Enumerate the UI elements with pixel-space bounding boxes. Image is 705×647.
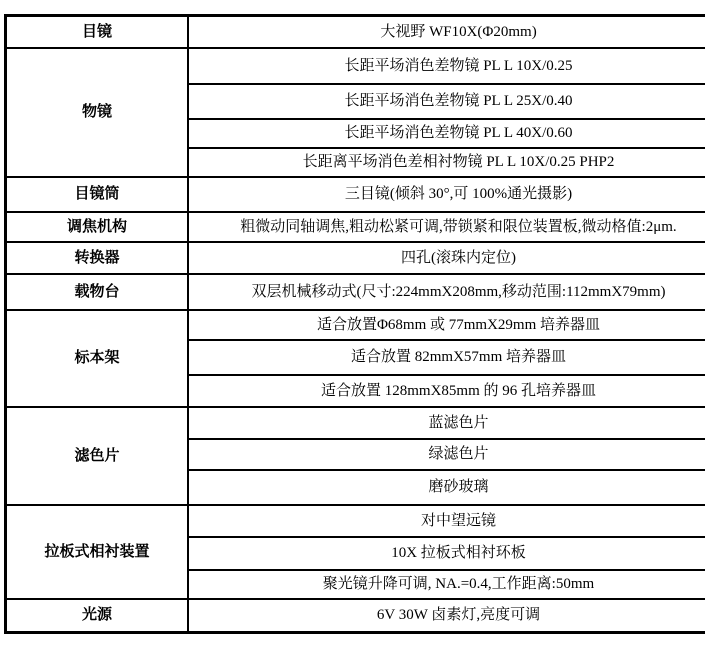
table-row (6, 16, 705, 48)
spec-value: 适合放置Φ68mm 或 77mmX29mm 培养器皿 (188, 310, 705, 340)
spec-label-objective: 物镜 (6, 48, 189, 177)
spec-label-focusing: 调焦机构 (6, 212, 189, 242)
table-row (6, 48, 705, 84)
spec-table (4, 14, 705, 634)
microscope-spec-table-container (4, 14, 699, 634)
spec-value: 对中望远镜 (188, 505, 705, 537)
table-row (6, 599, 705, 633)
spec-value: 长距平场消色差物镜 PL L 40X/0.60 (188, 119, 705, 148)
spec-label-phase-contrast: 拉板式相衬装置 (6, 505, 189, 599)
spec-value: 磨砂玻璃 (188, 470, 705, 505)
spec-value: 粗微动同轴调焦,粗动松紧可调,带锁紧和限位装置板,微动格值:2μm. (188, 212, 705, 242)
spec-value: 大视野 WF10X(Φ20mm) (188, 16, 705, 48)
spec-value: 长距平场消色差物镜 PL L 10X/0.25 (188, 48, 705, 84)
spec-label-stage: 载物台 (6, 274, 189, 310)
spec-value: 绿滤色片 (188, 439, 705, 470)
spec-value: 适合放置 82mmX57mm 培养器皿 (188, 340, 705, 375)
spec-label-specimen-holder: 标本架 (6, 310, 189, 407)
spec-value: 长距平场消色差物镜 PL L 25X/0.40 (188, 84, 705, 119)
spec-label-filters: 滤色片 (6, 407, 189, 505)
spec-value: 蓝滤色片 (188, 407, 705, 439)
spec-value: 长距离平场消色差相衬物镜 PL L 10X/0.25 PHP2 (188, 148, 705, 177)
spec-value: 聚光镜升降可调, NA.=0.4,工作距离:50mm (188, 570, 705, 599)
spec-value: 6V 30W 卤素灯,亮度可调 (188, 599, 705, 633)
spec-label-eyepiece: 目镜 (6, 16, 189, 48)
spec-label-light-source: 光源 (6, 599, 189, 633)
spec-label-eyepiece-tube: 目镜筒 (6, 177, 189, 212)
spec-value: 四孔(滚珠内定位) (188, 242, 705, 274)
spec-value: 适合放置 128mmX85mm 的 96 孔培养器皿 (188, 375, 705, 407)
table-row (6, 212, 705, 242)
table-row (6, 505, 705, 537)
spec-value: 双层机械移动式(尺寸:224mmX208mm,移动范围:112mmX79mm) (188, 274, 705, 310)
spec-value: 三目镜(倾斜 30°,可 100%通光摄影) (188, 177, 705, 212)
spec-label-nosepiece: 转换器 (6, 242, 189, 274)
table-row (6, 242, 705, 274)
spec-value: 10X 拉板式相衬环板 (188, 537, 705, 570)
table-row (6, 407, 705, 439)
table-row (6, 274, 705, 310)
table-row (6, 310, 705, 340)
table-row (6, 177, 705, 212)
